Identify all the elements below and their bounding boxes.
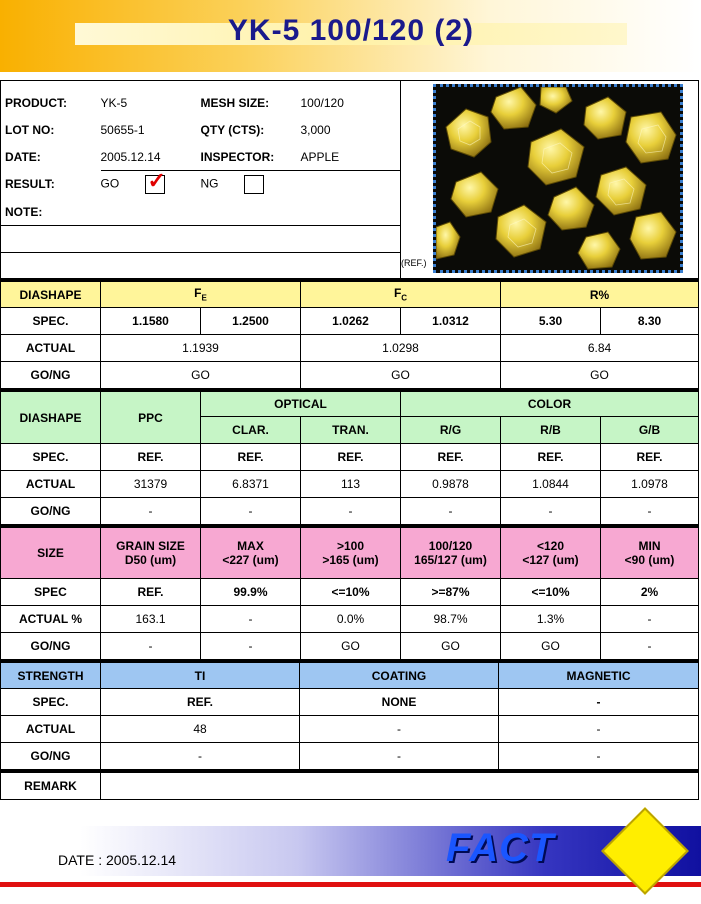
- size-col-header: <120 <127 (um): [501, 527, 601, 579]
- spec-cell: 2%: [601, 579, 699, 606]
- spec-cell: 99.9%: [201, 579, 301, 606]
- spec-cell: <=10%: [501, 579, 601, 606]
- actual-cell: 1.0844: [501, 471, 601, 498]
- strength-header: STRENGTH: [1, 662, 101, 689]
- spec-cell: >=87%: [401, 579, 501, 606]
- gong-cell: -: [601, 633, 699, 660]
- actual-cell: 6.8371: [201, 471, 301, 498]
- rg-header: R/G: [401, 417, 501, 444]
- spec-label: SPEC: [1, 579, 101, 606]
- gong-cell: -: [101, 743, 300, 770]
- r-percent-header: R%: [501, 281, 699, 308]
- remark-field[interactable]: [101, 772, 699, 800]
- actual-cell: -: [499, 716, 699, 743]
- spec-cell: REF.: [101, 579, 201, 606]
- note-line: [1, 226, 401, 253]
- diashape-table-1: [0, 279, 699, 389]
- spec-cell: REF.: [101, 444, 201, 471]
- lot-value: 50655-1: [100, 122, 145, 137]
- footer-date: DATE : 2005.12.14: [58, 852, 177, 868]
- spec-cell: NONE: [300, 689, 499, 716]
- photo-ref-label: (REF.): [401, 258, 427, 268]
- actual-cell: 0.9878: [401, 471, 501, 498]
- date-label: DATE:: [5, 149, 41, 164]
- gong-cell: -: [499, 743, 699, 770]
- spec-cell: 5.30: [501, 308, 601, 335]
- spec-label: SPEC.: [1, 444, 101, 471]
- gong-cell: -: [300, 743, 499, 770]
- qty-value: 3,000: [300, 122, 331, 137]
- qty-label: QTY (CTS):: [200, 122, 265, 137]
- coating-header: COATING: [300, 662, 499, 689]
- gong-cell: GO: [501, 633, 601, 660]
- mesh-label: MESH SIZE:: [200, 95, 270, 110]
- size-col-header: GRAIN SIZE D50 (um): [101, 527, 201, 579]
- actual-cell: 1.3%: [501, 606, 601, 633]
- spec-cell: 1.0312: [401, 308, 501, 335]
- inspector-label: INSPECTOR:: [201, 143, 301, 171]
- actual-cell: 6.84: [501, 335, 699, 362]
- ng-checkbox[interactable]: [244, 175, 264, 194]
- tran-header: TRAN.: [301, 417, 401, 444]
- actual-cell: 31379: [101, 471, 201, 498]
- spec-cell: -: [499, 689, 699, 716]
- note-label: NOTE:: [1, 198, 101, 226]
- gong-cell: -: [201, 633, 301, 660]
- diashape-header: DIASHAPE: [1, 281, 101, 308]
- ppc-header: PPC: [101, 391, 201, 444]
- gong-cell: -: [301, 498, 401, 525]
- spec-cell: 1.1580: [101, 308, 201, 335]
- spec-label: SPEC.: [1, 689, 101, 716]
- gong-label: GO/NG: [1, 362, 101, 389]
- go-label: GO: [100, 176, 120, 191]
- gong-cell: GO: [401, 633, 501, 660]
- actual-cell: 163.1: [101, 606, 201, 633]
- gong-cell: -: [601, 498, 699, 525]
- actual-cell: 48: [101, 716, 300, 743]
- gong-label: GO/NG: [1, 743, 101, 770]
- date-value: 2005.12.14: [101, 143, 201, 171]
- actual-label: ACTUAL: [1, 716, 101, 743]
- gong-cell: GO: [101, 362, 301, 389]
- rb-header: R/B: [501, 417, 601, 444]
- go-checkbox[interactable]: [145, 168, 166, 194]
- gong-cell: -: [501, 498, 601, 525]
- actual-cell: 113: [301, 471, 401, 498]
- gong-cell: GO: [501, 362, 699, 389]
- footer-red-line: [0, 882, 701, 887]
- actual-label: ACTUAL %: [1, 606, 101, 633]
- actual-cell: 1.0978: [601, 471, 699, 498]
- lot-label: LOT NO:: [5, 122, 55, 137]
- spec-cell: 1.0262: [301, 308, 401, 335]
- size-col-header: >100 >165 (um): [301, 527, 401, 579]
- spec-cell: REF.: [301, 444, 401, 471]
- fact-logo: FACT: [446, 826, 555, 870]
- ng-label: NG: [200, 176, 219, 191]
- actual-label: ACTUAL: [1, 471, 101, 498]
- diashape-header: DIASHAPE: [1, 391, 101, 444]
- color-header: COLOR: [401, 391, 699, 417]
- actual-cell: 98.7%: [401, 606, 501, 633]
- remark-table: [0, 770, 699, 800]
- spec-cell: 8.30: [601, 308, 699, 335]
- spec-cell: REF.: [601, 444, 699, 471]
- spec-cell: REF.: [201, 444, 301, 471]
- actual-label: ACTUAL: [1, 335, 101, 362]
- spec-cell: REF.: [101, 689, 300, 716]
- diamond-crystals-photo: [433, 84, 683, 273]
- spec-label: SPEC.: [1, 308, 101, 335]
- header-banner: [0, 0, 701, 72]
- gb-header: G/B: [601, 417, 699, 444]
- gong-cell: -: [401, 498, 501, 525]
- mesh-value: 100/120: [300, 95, 344, 110]
- clar-header: CLAR.: [201, 417, 301, 444]
- gong-cell: -: [201, 498, 301, 525]
- gong-cell: GO: [301, 633, 401, 660]
- spec-cell: REF.: [501, 444, 601, 471]
- page-title: YK-5 100/120 (2): [227, 14, 475, 47]
- size-table: [0, 525, 699, 660]
- product-value: YK-5: [100, 95, 128, 110]
- actual-cell: 1.0298: [301, 335, 501, 362]
- crystals-image: [436, 87, 680, 270]
- ti-header: TI: [101, 662, 300, 689]
- strength-table: [0, 660, 699, 770]
- fe-header: $F_E$: [101, 281, 301, 308]
- size-header: SIZE: [1, 527, 101, 579]
- spec-cell: REF.: [401, 444, 501, 471]
- magnetic-header: MAGNETIC: [499, 662, 699, 689]
- optical-header: OPTICAL: [201, 391, 401, 417]
- actual-cell: 0.0%: [301, 606, 401, 633]
- inspector-value: APPLE: [301, 143, 401, 171]
- check-mark-icon: ✓: [147, 168, 166, 193]
- size-col-header: 100/120 165/127 (um): [401, 527, 501, 579]
- actual-cell: 1.1939: [101, 335, 301, 362]
- spec-cell: 1.2500: [201, 308, 301, 335]
- actual-cell: -: [201, 606, 301, 633]
- product-label: PRODUCT:: [5, 95, 67, 110]
- gong-cell: -: [101, 633, 201, 660]
- gong-cell: GO: [301, 362, 501, 389]
- actual-cell: -: [601, 606, 699, 633]
- actual-cell: -: [300, 716, 499, 743]
- remark-label: REMARK: [1, 772, 101, 800]
- size-col-header: MAX <227 (um): [201, 527, 301, 579]
- gong-cell: -: [101, 498, 201, 525]
- spec-cell: <=10%: [301, 579, 401, 606]
- gong-label: GO/NG: [1, 498, 101, 525]
- diashape-table-2: [0, 389, 699, 525]
- size-col-header: MIN <90 (um): [601, 527, 699, 579]
- fc-header: $F_C$: [301, 281, 501, 308]
- result-label: RESULT:: [5, 177, 55, 192]
- gong-label: GO/NG: [1, 633, 101, 660]
